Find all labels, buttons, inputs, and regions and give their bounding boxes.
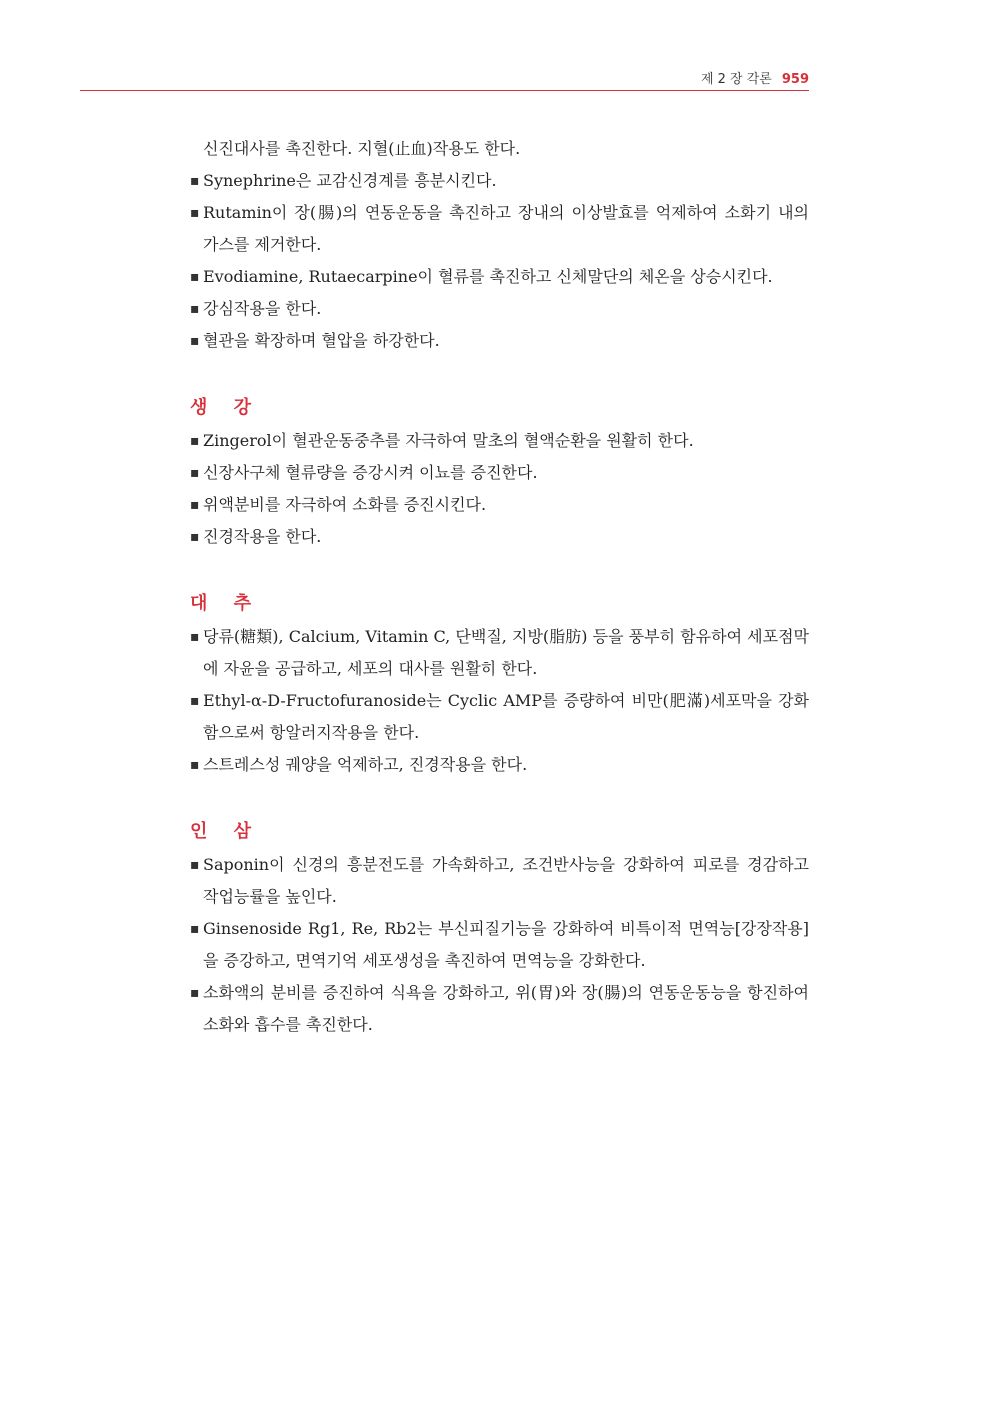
list-item	[190, 457, 809, 489]
chapter-label: 제 2 장 각론	[700, 72, 772, 87]
header-text	[701, 68, 809, 87]
bullet-icon: ▪	[190, 757, 200, 773]
continued-paragraph: 신진대사를 촉진한다. 지혈(止血)작용도 한다.	[203, 139, 521, 158]
bullet-icon: ▪	[190, 173, 200, 189]
list-item	[190, 197, 809, 261]
bullet-icon: ▪	[190, 301, 200, 317]
running-header	[80, 66, 809, 91]
section-title-ginseng: 인 삼	[190, 821, 262, 842]
bullet-icon: ▪	[190, 269, 200, 285]
list-item	[190, 685, 809, 749]
jujube-bullet-list	[190, 621, 809, 781]
list-item	[190, 749, 809, 781]
section-title-ginger: 생 강	[190, 397, 262, 418]
list-item-text: Rutamin이 장(腸)의 연동운동을 촉진하고 장내의 이상발효를 억제하여 소화기 내의 가스를 제거한다.	[203, 203, 809, 254]
ginger-bullet-list	[190, 425, 809, 553]
list-item	[190, 489, 809, 521]
list-item	[190, 977, 809, 1041]
section-title-jujube: 대 추	[190, 593, 262, 614]
bullet-icon: ▪	[190, 629, 200, 645]
bullet-icon: ▪	[190, 333, 200, 349]
list-item-text: 소화액의 분비를 증진하여 식욕을 강화하고, 위(胃)와 장(腸)의 연동운동능을 항진하여 소화와 흡수를 촉진한다.	[203, 983, 809, 1034]
list-item	[190, 425, 809, 457]
list-item	[190, 325, 809, 357]
list-item-text: 혈관을 확장하며 혈압을 하강한다.	[203, 331, 440, 350]
bullet-icon: ▪	[190, 921, 200, 937]
list-item-text: Zingerol이 혈관운동중추를 자극하여 말초의 혈액순환을 원활히 한다.	[203, 431, 694, 450]
list-item	[190, 261, 809, 293]
bullet-icon: ▪	[190, 465, 200, 481]
bullet-icon: ▪	[190, 205, 200, 221]
list-item-text: Evodiamine, Rutaecarpine이 혈류를 촉진하고 신체말단의 체온을 상승시킨다.	[203, 267, 773, 286]
list-item-text: 위액분비를 자극하여 소화를 증진시킨다.	[203, 495, 487, 514]
ginseng-bullet-list	[190, 849, 809, 1041]
bullet-icon: ▪	[190, 497, 200, 513]
list-item	[190, 913, 809, 977]
intro-bullet-list	[190, 165, 809, 357]
page-number: 959	[781, 72, 809, 87]
list-item-text: Saponin이 신경의 흥분전도를 가속화하고, 조건반사능을 강화하여 피로를 경감하고 작업능률을 높인다.	[203, 855, 809, 906]
list-item-text: 신장사구체 혈류량을 증강시켜 이뇨를 증진한다.	[203, 463, 538, 482]
list-item	[190, 165, 809, 197]
list-item	[190, 293, 809, 325]
bullet-icon: ▪	[190, 529, 200, 545]
bullet-icon: ▪	[190, 693, 200, 709]
list-item-text: Synephrine은 교감신경계를 흥분시킨다.	[203, 171, 497, 190]
bullet-icon: ▪	[190, 857, 200, 873]
list-item-text: Ethyl-α-D-Fructofuranoside는 Cyclic AMP를 증량하여 비만(肥滿)세포막을 강화함으로써 항알러지작용을 한다.	[203, 691, 809, 742]
list-item-text: 진경작용을 한다.	[203, 527, 322, 546]
list-item-text: 강심작용을 한다.	[203, 299, 322, 318]
list-item	[190, 849, 809, 913]
bullet-icon: ▪	[190, 433, 200, 449]
list-item-text: 당류(糖類), Calcium, Vitamin C, 단백질, 지방(脂肪) 등을 풍부히 함유하여 세포점막에 자윤을 공급하고, 세포의 대사를 원활히 한다.	[203, 627, 809, 678]
list-item	[190, 621, 809, 685]
bullet-icon: ▪	[190, 985, 200, 1001]
page-body	[190, 133, 809, 1041]
list-item-text: 스트레스성 궤양을 억제하고, 진경작용을 한다.	[203, 755, 528, 774]
list-item	[190, 521, 809, 553]
list-item-text: Ginsenoside Rg1, Re, Rb2는 부신피질기능을 강화하여 비특이적 면역능[강장작용]을 증강하고, 면역기억 세포생성을 촉진하여 면역능을 강화한다.	[203, 919, 809, 970]
